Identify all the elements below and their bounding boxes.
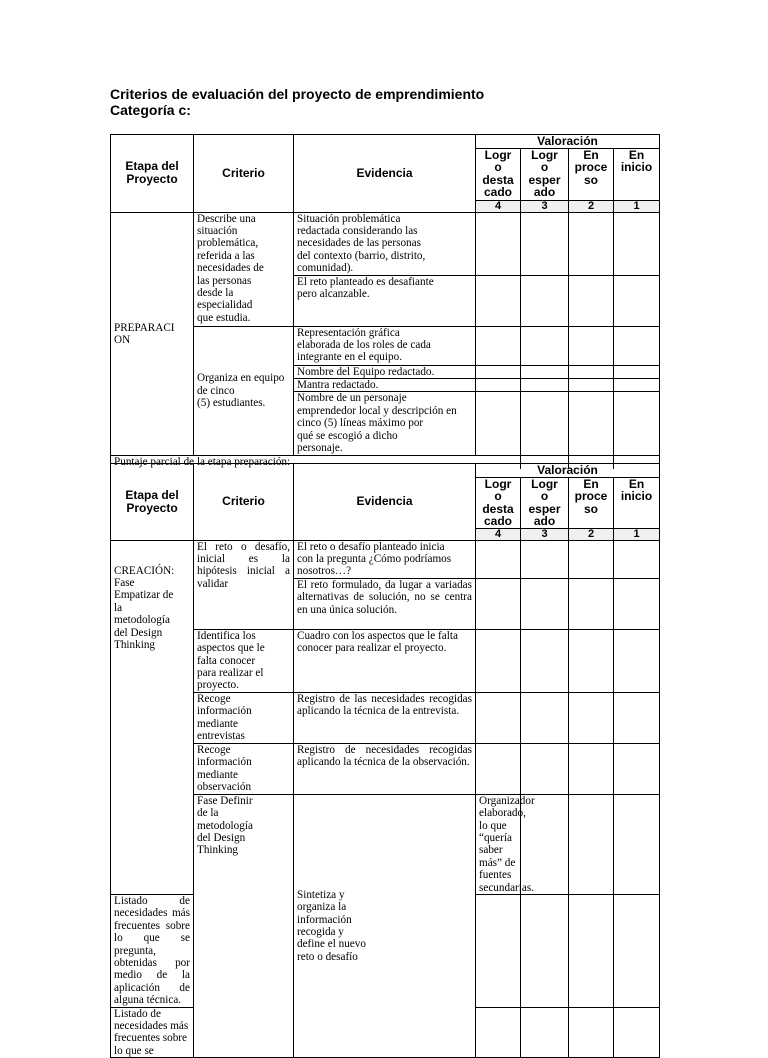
header-etapa: Etapa del Proyecto (111, 135, 194, 213)
level-logro-esperado: Logr o esper ado (521, 148, 569, 200)
score-3: 3 (521, 528, 569, 540)
evidencia-registro-entrevista: Registro de las necesidades recogidas aplicando la técnica de la entrevista. (294, 692, 476, 743)
score-cell[interactable] (476, 1007, 521, 1058)
title-line-2: Categoría c: (110, 102, 191, 118)
score-cell[interactable] (521, 895, 569, 1008)
level-logro-destacado: Logr o desta cado (476, 148, 521, 200)
evidencia-cuadro-aspectos: Cuadro con los aspectos que le falta conocer para realizar el proyecto. (294, 629, 476, 692)
header-evidencia: Evidencia (294, 464, 476, 541)
score-cell[interactable] (614, 275, 660, 326)
score-cell[interactable] (521, 794, 569, 894)
score-cell[interactable] (569, 629, 614, 692)
score-cell[interactable] (476, 692, 521, 743)
rubric-table-preparacion (110, 134, 660, 469)
score-cell[interactable] (521, 743, 569, 794)
score-cell[interactable] (521, 326, 569, 365)
header-criterio: Criterio (194, 135, 294, 213)
level-en-proceso: En proce so (569, 477, 614, 528)
score-cell[interactable] (521, 578, 569, 629)
header-evidencia: Evidencia (294, 135, 476, 213)
evidencia-representacion: Representación gráfica elaborada de los roles de cada integrante en el equipo. (294, 326, 476, 365)
score-cell[interactable] (521, 275, 569, 326)
score-cell[interactable] (476, 540, 521, 578)
evidencia-organizador: Organizador elaborado, lo que “quería saber más” de fuentes secundarias. (476, 794, 521, 894)
criterio-organiza-equipo: Organiza en equipo de cinco (5) estudiantes. (194, 326, 294, 456)
criterio-identifica-aspectos: Identifica los aspectos que le falta conocer para realizar el proyecto. (194, 629, 294, 692)
score-cell[interactable] (521, 212, 569, 275)
score-cell[interactable] (476, 578, 521, 629)
score-cell[interactable] (614, 378, 660, 391)
score-cell[interactable] (476, 629, 521, 692)
score-4: 4 (476, 528, 521, 540)
score-cell[interactable] (476, 378, 521, 391)
score-cell[interactable] (569, 794, 614, 894)
title-line-1: Criterios de evaluación del proyecto de emprendimiento (110, 86, 485, 102)
score-2: 2 (569, 528, 614, 540)
criterio-recoge-observacion: Recoge información mediante observación (194, 743, 294, 794)
criterio-describe-situacion: Describe una situación problemática, referida a las necesidades de las personas desde la especialidad que estudia. (194, 212, 294, 326)
evidencia-personaje: Nombre de un personaje emprendedor local y descripción en cinco (5) líneas máximo por qué se escogió a dicho personaje. (294, 392, 476, 456)
score-cell[interactable] (521, 378, 569, 391)
document-title (110, 86, 484, 118)
score-cell[interactable] (614, 1007, 660, 1058)
score-cell[interactable] (614, 743, 660, 794)
header-etapa: Etapa del Proyecto (111, 464, 194, 541)
score-cell[interactable] (569, 540, 614, 578)
score-cell[interactable] (569, 692, 614, 743)
score-cell[interactable] (476, 365, 521, 378)
evidencia-situacion: Situación problemática redactada considerando las necesidades de las personas del contexto (barrio, distrito, comunidad). (294, 212, 476, 275)
evidencia-listado-tecnica: Listado de necesidades más frecuentes sobre lo que se pregunta, obtenidas por medio de la aplicación de alguna técnica. (111, 895, 194, 1008)
score-cell[interactable] (569, 378, 614, 391)
evidencia-registro-observacion: Registro de necesidades recogidas aplicando la técnica de la observación. (294, 743, 476, 794)
score-cell[interactable] (614, 326, 660, 365)
score-cell[interactable] (521, 540, 569, 578)
evidencia-nombre-equipo: Nombre del Equipo redactado. (294, 365, 476, 378)
rubric-table-creacion (110, 463, 660, 1058)
score-1: 1 (614, 528, 660, 540)
header-valoracion: Valoración (476, 464, 660, 478)
score-cell[interactable] (569, 578, 614, 629)
score-cell[interactable] (614, 895, 660, 1008)
criterio-recoge-entrevistas: Recoge información mediante entrevistas (194, 692, 294, 743)
score-cell[interactable] (521, 1007, 569, 1058)
score-cell[interactable] (569, 1007, 614, 1058)
etapa-fase-definir: Fase Definir de la metodología del Design Thinking (194, 794, 294, 1058)
score-cell[interactable] (476, 743, 521, 794)
etapa-preparacion: PREPARACI ON (111, 212, 194, 456)
score-cell[interactable] (569, 743, 614, 794)
score-cell[interactable] (476, 326, 521, 365)
score-cell[interactable] (569, 275, 614, 326)
score-cell[interactable] (569, 212, 614, 275)
score-3: 3 (521, 200, 569, 212)
score-cell[interactable] (614, 692, 660, 743)
score-cell[interactable] (614, 794, 660, 894)
score-2: 2 (569, 200, 614, 212)
level-en-proceso: En proce so (569, 148, 614, 200)
level-logro-destacado: Logr o desta cado (476, 477, 521, 528)
header-valoracion: Valoración (476, 135, 660, 149)
evidencia-reto: El reto planteado es desafiante pero alcanzable. (294, 275, 476, 326)
score-cell[interactable] (614, 578, 660, 629)
evidencia-mantra: Mantra redactado. (294, 378, 476, 391)
score-cell[interactable] (569, 895, 614, 1008)
level-en-inicio: En inicio (614, 148, 660, 200)
score-cell[interactable] (476, 212, 521, 275)
score-cell[interactable] (614, 629, 660, 692)
etapa-creacion-empatizar: CREACIÓN: Fase Empatizar de la metodología del Design Thinking (111, 540, 194, 895)
score-4: 4 (476, 200, 521, 212)
score-cell[interactable] (521, 692, 569, 743)
criterio-sintetiza: Sintetiza y organiza la información recogida y define el nuevo reto o desafío (294, 794, 476, 1058)
evidencia-reto-pregunta: El reto o desafío planteado inicia con la pregunta ¿Cómo podríamos nosotros…? (294, 540, 476, 578)
evidencia-listado-frecuentes: Listado de necesidades más frecuentes sobre lo que se (111, 1007, 194, 1058)
score-cell[interactable] (569, 365, 614, 378)
score-cell[interactable] (614, 540, 660, 578)
level-en-inicio: En inicio (614, 477, 660, 528)
score-cell[interactable] (521, 629, 569, 692)
evidencia-reto-formulado: El reto formulado, da lugar a variadas alternativas de solución, no se centra en una única solución. (294, 578, 476, 629)
header-criterio: Criterio (194, 464, 294, 541)
score-cell[interactable] (569, 392, 614, 456)
score-cell[interactable] (521, 365, 569, 378)
score-cell[interactable] (476, 895, 521, 1008)
score-cell[interactable] (476, 275, 521, 326)
score-cell[interactable] (569, 326, 614, 365)
score-cell[interactable] (476, 392, 521, 456)
score-cell[interactable] (614, 212, 660, 275)
score-cell[interactable] (614, 392, 660, 456)
puntaje-parcial-label: Puntaje parcial de la etapa preparación: (111, 456, 476, 469)
score-1: 1 (614, 200, 660, 212)
score-cell[interactable] (614, 365, 660, 378)
score-cell[interactable] (521, 392, 569, 456)
level-logro-esperado: Logr o esper ado (521, 477, 569, 528)
criterio-reto-inicial: El reto o desafío, inicial es la hipótesis inicial a validar (194, 540, 294, 629)
